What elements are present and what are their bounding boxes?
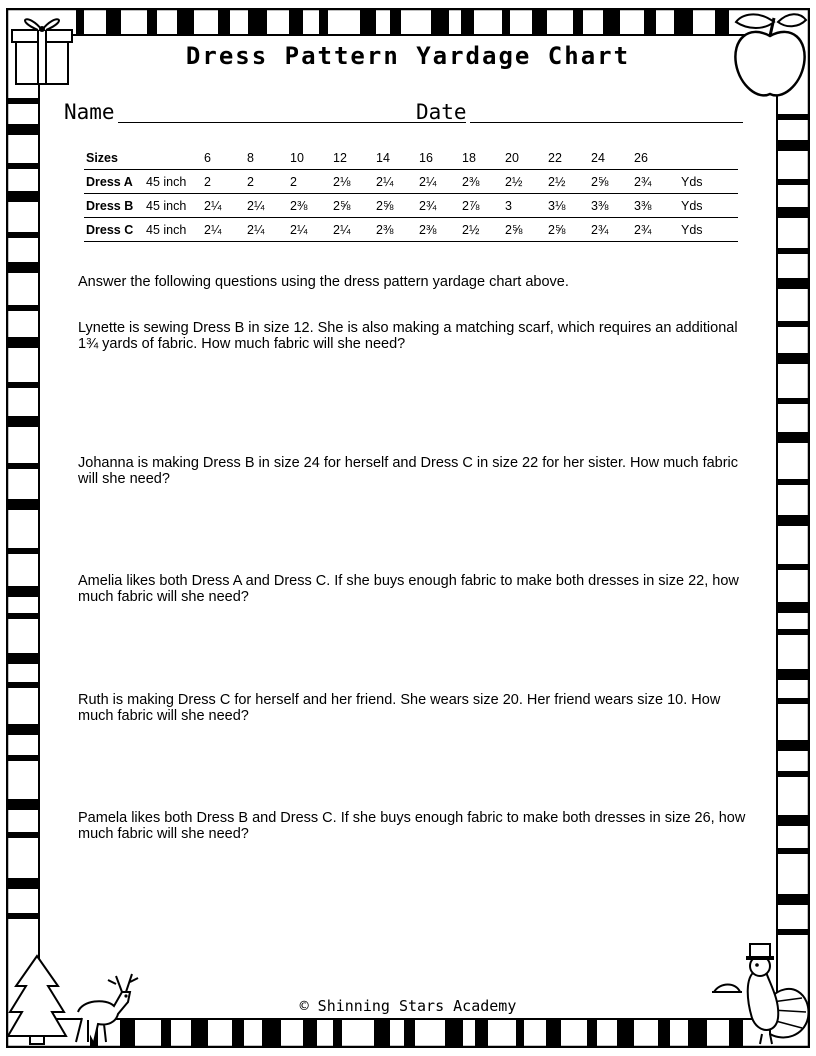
question-4: Ruth is making Dress C for herself and her friend. She wears size 20. Her friend wears size 10. How much fabric will she need? xyxy=(78,692,721,724)
instructions: Answer the following questions using the dress pattern yardage chart above. xyxy=(78,274,569,290)
dress-name: Dress B xyxy=(84,194,146,218)
yardage-value: 2¼ xyxy=(333,218,376,242)
fabric-width: 45 inch xyxy=(146,194,204,218)
question-3: Amelia likes both Dress A and Dress C. If she buys enough fabric to make both dresses in size 22, how much fabric will she need? xyxy=(78,573,739,605)
size-header: 10 xyxy=(290,146,333,170)
size-header: 18 xyxy=(462,146,505,170)
yardage-value: 2⅜ xyxy=(290,194,333,218)
yardage-value: 2¼ xyxy=(247,194,290,218)
yardage-value: 2¼ xyxy=(419,170,462,194)
size-header: 22 xyxy=(548,146,591,170)
table-header-row xyxy=(84,146,738,170)
question-5: Pamela likes both Dress B and Dress C. If she buys enough fabric to make both dresses in size 26, how much fabric will she need? xyxy=(78,810,746,842)
yardage-value: 2⅜ xyxy=(462,170,505,194)
yardage-value: 2¾ xyxy=(419,194,462,218)
yardage-value: 2⅝ xyxy=(505,218,548,242)
name-field[interactable] xyxy=(118,122,466,123)
yardage-value: 2⅝ xyxy=(333,194,376,218)
yardage-value: 3⅜ xyxy=(591,194,634,218)
yardage-value: 2¾ xyxy=(634,218,677,242)
page-title: Dress Pattern Yardage Chart xyxy=(185,42,631,70)
yardage-value: 2½ xyxy=(462,218,505,242)
yardage-value: 2⅝ xyxy=(591,170,634,194)
table-row xyxy=(84,170,738,194)
size-header: 8 xyxy=(247,146,290,170)
yardage-value: 2¾ xyxy=(591,218,634,242)
question-2: Johanna is making Dress B in size 24 for herself and Dress C in size 22 for her sister. How much fabric will she need? xyxy=(78,455,739,487)
yardage-value: 2⅞ xyxy=(462,194,505,218)
yardage-value: 2½ xyxy=(505,170,548,194)
size-header: 20 xyxy=(505,146,548,170)
size-header: 16 xyxy=(419,146,462,170)
name-date-row xyxy=(64,100,744,128)
yardage-value: 2¼ xyxy=(247,218,290,242)
size-header: 6 xyxy=(204,146,247,170)
dress-name: Dress A xyxy=(84,170,146,194)
yardage-value: 2¼ xyxy=(376,170,419,194)
table-cell xyxy=(146,146,204,170)
yardage-value: 2¼ xyxy=(204,194,247,218)
yardage-value: 2⅝ xyxy=(548,218,591,242)
yardage-value: 2⅜ xyxy=(376,218,419,242)
yardage-value: 2 xyxy=(204,170,247,194)
yardage-value: 3 xyxy=(505,194,548,218)
yardage-value: 2¾ xyxy=(634,170,677,194)
unit-label: Yds xyxy=(677,194,738,218)
fabric-width: 45 inch xyxy=(146,218,204,242)
yardage-value: 2 xyxy=(247,170,290,194)
yardage-value: 2⅜ xyxy=(419,218,462,242)
unit-label: Yds xyxy=(677,170,738,194)
size-header: 24 xyxy=(591,146,634,170)
yardage-chart-table xyxy=(84,146,738,242)
yardage-value: 2⅝ xyxy=(376,194,419,218)
yardage-value: 2⅛ xyxy=(333,170,376,194)
yardage-value: 2½ xyxy=(548,170,591,194)
yardage-value: 2 xyxy=(290,170,333,194)
fabric-width: 45 inch xyxy=(146,170,204,194)
dress-name: Dress C xyxy=(84,218,146,242)
yardage-value: 3⅜ xyxy=(634,194,677,218)
date-field[interactable] xyxy=(470,122,743,123)
size-header: 12 xyxy=(333,146,376,170)
unit-label: Yds xyxy=(677,218,738,242)
table-cell xyxy=(677,146,738,170)
turkey-icon xyxy=(710,938,814,1048)
question-1: Lynette is sewing Dress B in size 12. She is also making a matching scarf, which requires an additional 1¾ yards of fabric. How much fabric will she need? xyxy=(78,320,738,352)
sizes-header: Sizes xyxy=(84,146,146,170)
date-label: Date xyxy=(416,100,467,124)
name-label: Name xyxy=(64,100,115,124)
yardage-value: 2¼ xyxy=(204,218,247,242)
size-header: 26 xyxy=(634,146,677,170)
table-row xyxy=(84,218,738,242)
table-row xyxy=(84,194,738,218)
yardage-value: 2¼ xyxy=(290,218,333,242)
footer-credit: © Shinning Stars Academy xyxy=(299,997,517,1015)
yardage-value: 3⅛ xyxy=(548,194,591,218)
size-header: 14 xyxy=(376,146,419,170)
